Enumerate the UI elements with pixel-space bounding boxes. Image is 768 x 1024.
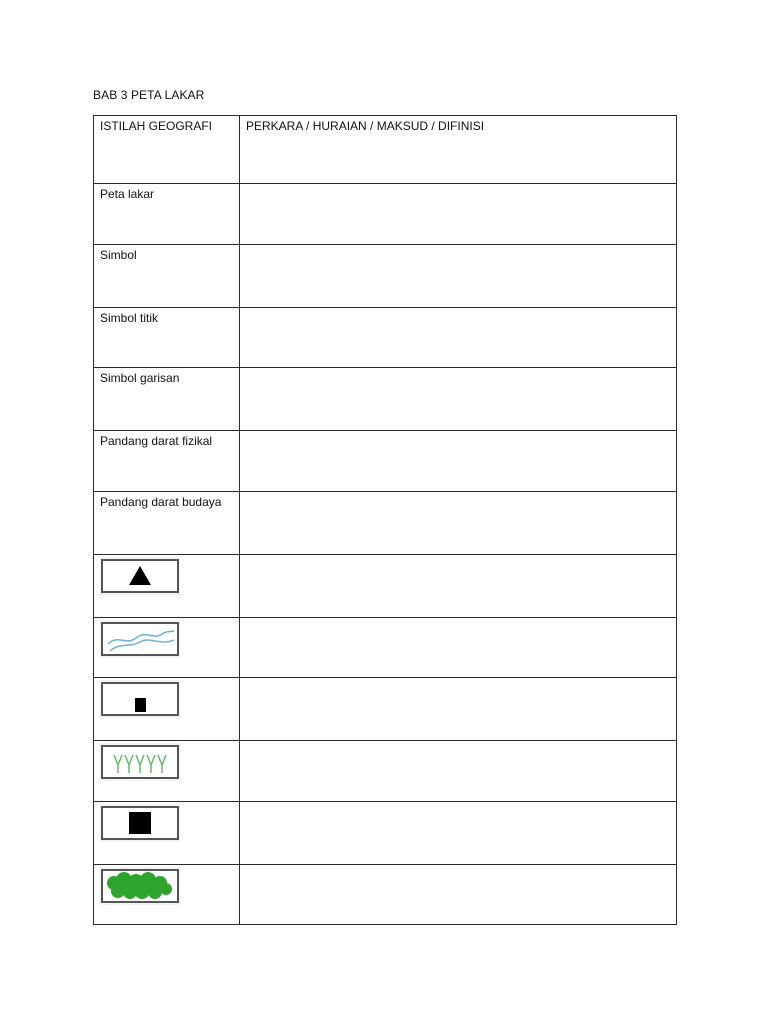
definition-cell[interactable]	[240, 555, 677, 618]
symbol-cell	[94, 802, 240, 865]
symbol-cell	[94, 678, 240, 741]
term-cell: Simbol	[94, 245, 240, 308]
term-cell: Pandang darat fizikal	[94, 431, 240, 492]
definition-cell[interactable]	[240, 245, 677, 308]
table-row	[94, 678, 677, 741]
table-row	[94, 245, 677, 308]
triangle-symbol-icon	[100, 557, 180, 595]
table-header-row	[94, 116, 677, 184]
table-row	[94, 308, 677, 368]
header-definition: PERKARA / HURAIAN / MAKSUD / DIFINISI	[240, 116, 677, 184]
building-square-symbol-icon	[100, 804, 180, 842]
table-row	[94, 618, 677, 678]
symbol-cell	[94, 555, 240, 618]
forest-symbol-icon	[100, 867, 180, 905]
definition-cell[interactable]	[240, 678, 677, 741]
table-row	[94, 802, 677, 865]
table-row	[94, 741, 677, 802]
definition-cell[interactable]	[240, 865, 677, 925]
definition-cell[interactable]	[240, 431, 677, 492]
definition-cell[interactable]	[240, 492, 677, 555]
definition-cell[interactable]	[240, 308, 677, 368]
table-row	[94, 865, 677, 925]
term-cell: Simbol garisan	[94, 368, 240, 431]
header-term: ISTILAH GEOGRAFI	[94, 116, 240, 184]
table-row	[94, 184, 677, 245]
definition-cell[interactable]	[240, 618, 677, 678]
table-row	[94, 368, 677, 431]
definition-cell[interactable]	[240, 741, 677, 802]
glossary-table	[93, 115, 677, 925]
symbol-cell	[94, 618, 240, 678]
page-title: BAB 3 PETA LAKAR	[93, 88, 205, 102]
mosque-symbol-icon	[100, 680, 180, 718]
definition-cell[interactable]	[240, 802, 677, 865]
term-cell: Pandang darat budaya	[94, 492, 240, 555]
table-row	[94, 492, 677, 555]
term-cell: Peta lakar	[94, 184, 240, 245]
table-row	[94, 431, 677, 492]
definition-cell[interactable]	[240, 368, 677, 431]
river-symbol-icon	[100, 620, 180, 658]
term-cell: Simbol titik	[94, 308, 240, 368]
definition-cell[interactable]	[240, 184, 677, 245]
paddy-field-symbol-icon	[100, 743, 180, 781]
table-row	[94, 555, 677, 618]
symbol-cell	[94, 865, 240, 925]
symbol-cell	[94, 741, 240, 802]
